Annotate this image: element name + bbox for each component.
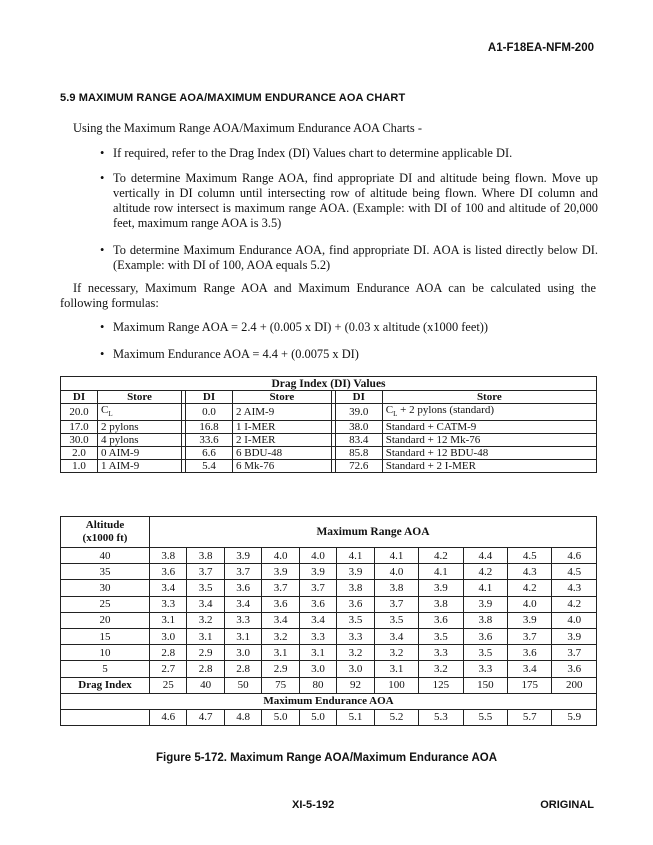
bullet-item: • If required, refer to the Drag Index (DI) Values chart to determine applicable DI.: [100, 146, 598, 161]
drag-index-value: 150: [463, 677, 507, 693]
di-column-header: DI: [335, 391, 382, 404]
range-aoa-value: 3.1: [299, 645, 336, 661]
store-name: Standard + CATM-9: [382, 421, 596, 434]
drag-index-header-row: [61, 391, 597, 404]
store-name: 1 I-MER: [233, 421, 332, 434]
max-range-header: Maximum Range AOA: [150, 517, 597, 548]
endurance-row: [61, 709, 597, 725]
range-aoa-value: 3.4: [262, 612, 299, 628]
range-aoa-value: 4.6: [552, 548, 597, 564]
drag-index-row: [61, 421, 597, 434]
range-aoa-value: 4.0: [374, 564, 418, 580]
altitude-header-line: (x1000 ft): [82, 532, 128, 544]
di-value: 1.0: [61, 460, 98, 473]
range-aoa-value: 3.7: [187, 564, 224, 580]
range-aoa-value: 4.1: [337, 548, 374, 564]
altitude-row: [61, 548, 597, 564]
range-aoa-value: 3.4: [374, 628, 418, 644]
di-value: 72.6: [335, 460, 382, 473]
range-aoa-value: 2.9: [262, 661, 299, 677]
range-aoa-value: 3.5: [374, 612, 418, 628]
drag-index-row: [61, 447, 597, 460]
di-value: 33.6: [186, 434, 233, 447]
formula-item: • Maximum Range AOA = 2.4 + (0.005 x DI) + (0.03 x altitude (x1000 feet)): [100, 320, 598, 335]
range-aoa-value: 4.5: [552, 564, 597, 580]
altitude-row: [61, 661, 597, 677]
section-title: 5.9 MAXIMUM RANGE AOA/MAXIMUM ENDURANCE AOA CHART: [60, 92, 406, 104]
endurance-aoa-value: 5.9: [552, 709, 597, 725]
altitude-header: [61, 517, 150, 548]
di-value: 85.8: [335, 447, 382, 460]
range-aoa-value: 3.1: [150, 612, 187, 628]
range-aoa-value: 3.5: [337, 612, 374, 628]
range-aoa-value: 3.0: [150, 628, 187, 644]
store-name: Standard + 12 BDU-48: [382, 447, 596, 460]
endurance-aoa-value: 5.7: [508, 709, 552, 725]
range-aoa-value: 3.0: [337, 661, 374, 677]
range-aoa-value: 3.6: [337, 596, 374, 612]
formula-list: [100, 320, 598, 374]
range-aoa-value: 3.6: [262, 596, 299, 612]
range-aoa-value: 3.3: [337, 628, 374, 644]
endurance-aoa-value: 5.0: [299, 709, 336, 725]
endurance-header-row: [61, 693, 597, 709]
drag-index-value: 75: [262, 677, 299, 693]
di-column-header: DI: [61, 391, 98, 404]
range-aoa-value: 3.7: [552, 645, 597, 661]
endurance-aoa-value: 5.3: [419, 709, 463, 725]
di-value: 16.8: [186, 421, 233, 434]
endurance-aoa-value: 5.0: [262, 709, 299, 725]
range-aoa-value: 2.7: [150, 661, 187, 677]
altitude-value: 20: [61, 612, 150, 628]
range-aoa-value: 2.8: [187, 661, 224, 677]
drag-index-value: 125: [419, 677, 463, 693]
range-aoa-value: 3.3: [150, 596, 187, 612]
range-aoa-value: 3.0: [299, 661, 336, 677]
drag-index-row: [61, 434, 597, 447]
subscript-l: L: [393, 410, 398, 419]
range-aoa-value: 3.3: [463, 661, 507, 677]
endurance-aoa-value: 4.7: [187, 709, 224, 725]
range-aoa-value: 3.9: [224, 548, 261, 564]
range-aoa-value: 3.1: [224, 628, 261, 644]
altitude-header-line: Altitude: [85, 519, 125, 531]
altitude-row: [61, 628, 597, 644]
range-aoa-value: 4.3: [552, 580, 597, 596]
drag-index-table: [60, 376, 597, 473]
range-aoa-value: 3.4: [299, 612, 336, 628]
store-name: 2 pylons: [98, 421, 182, 434]
store-column-header: Store: [233, 391, 332, 404]
altitude-row: [61, 612, 597, 628]
range-aoa-value: 3.9: [337, 564, 374, 580]
range-aoa-value: 3.7: [299, 580, 336, 596]
range-aoa-value: 3.8: [374, 580, 418, 596]
drag-index-value: 50: [224, 677, 261, 693]
bullet-item: • To determine Maximum Endurance AOA, find appropriate DI. AOA is listed directly below DI. (Example: with DI of 100, AOA equals 5.2): [100, 243, 598, 273]
store-name: 2 AIM-9: [233, 404, 332, 421]
range-aoa-value: 3.0: [224, 645, 261, 661]
range-aoa-value: 3.6: [419, 612, 463, 628]
di-value: 17.0: [61, 421, 98, 434]
range-aoa-value: 4.2: [552, 596, 597, 612]
range-aoa-value: 3.6: [150, 564, 187, 580]
range-aoa-value: 3.8: [150, 548, 187, 564]
store-column-header: Store: [382, 391, 596, 404]
range-aoa-value: 3.7: [508, 628, 552, 644]
endurance-header: Maximum Endurance AOA: [61, 693, 597, 709]
range-aoa-value: 3.8: [419, 596, 463, 612]
figure-caption: Figure 5-172. Maximum Range AOA/Maximum Endurance AOA: [155, 752, 498, 764]
di-value: 39.0: [335, 404, 382, 421]
store-name: 1 AIM-9: [98, 460, 182, 473]
altitude-value: 30: [61, 580, 150, 596]
range-aoa-value: 3.4: [150, 580, 187, 596]
intro-text: Using the Maximum Range AOA/Maximum Endurance AOA Charts -: [73, 121, 422, 135]
di-value: 6.6: [186, 447, 233, 460]
endurance-aoa-value: 5.1: [337, 709, 374, 725]
range-aoa-value: 3.5: [187, 580, 224, 596]
di-value: 30.0: [61, 434, 98, 447]
range-aoa-value: 3.6: [508, 645, 552, 661]
altitude-row: [61, 596, 597, 612]
range-aoa-value: 4.1: [419, 564, 463, 580]
range-aoa-value: 3.2: [337, 645, 374, 661]
range-aoa-value: 3.6: [224, 580, 261, 596]
range-aoa-value: 4.4: [463, 548, 507, 564]
drag-index-row: [61, 677, 597, 693]
range-aoa-value: 3.1: [187, 628, 224, 644]
store-name: $C_L$: [98, 404, 182, 421]
range-aoa-value: 3.9: [463, 596, 507, 612]
document-id: A1-F18EA-NFM-200: [487, 42, 594, 54]
store-name: Standard + 2 I-MER: [382, 460, 596, 473]
range-aoa-value: 3.9: [262, 564, 299, 580]
store-column-header: Store: [98, 391, 182, 404]
range-aoa-value: 2.9: [187, 645, 224, 661]
range-aoa-value: 4.2: [508, 580, 552, 596]
di-value: 5.4: [186, 460, 233, 473]
drag-index-label: Drag Index: [61, 677, 150, 693]
store-name: $C_L + 2$ pylons (standard): [382, 404, 596, 421]
range-aoa-value: 3.7: [262, 580, 299, 596]
range-aoa-value: 3.9: [508, 612, 552, 628]
altitude-value: 25: [61, 596, 150, 612]
range-aoa-value: 3.5: [463, 645, 507, 661]
endurance-aoa-value: 5.5: [463, 709, 507, 725]
formula-item: • Maximum Endurance AOA = 4.4 + (0.0075 x DI): [100, 347, 598, 362]
di-column-header: DI: [186, 391, 233, 404]
range-aoa-value: 3.6: [552, 661, 597, 677]
page-number: XI-5-192: [292, 799, 335, 811]
store-name: Standard + 12 Mk-76: [382, 434, 596, 447]
drag-index-table-title: Drag Index (DI) Values: [61, 377, 597, 391]
range-aoa-value: 3.2: [419, 661, 463, 677]
altitude-value: 35: [61, 564, 150, 580]
altitude-row: [61, 580, 597, 596]
endurance-aoa-value: 5.2: [374, 709, 418, 725]
range-aoa-value: 3.4: [224, 596, 261, 612]
store-name: 4 pylons: [98, 434, 182, 447]
range-aoa-value: 4.1: [374, 548, 418, 564]
range-aoa-value: 3.9: [419, 580, 463, 596]
instruction-list: [100, 146, 598, 283]
drag-index-value: 200: [552, 677, 597, 693]
range-aoa-value: 3.3: [299, 628, 336, 644]
range-aoa-value: 4.5: [508, 548, 552, 564]
drag-index-value: 40: [187, 677, 224, 693]
drag-index-value: 92: [337, 677, 374, 693]
altitude-value: 5: [61, 661, 150, 677]
range-aoa-value: 2.8: [224, 661, 261, 677]
range-aoa-value: 4.2: [463, 564, 507, 580]
range-aoa-value: 4.2: [419, 548, 463, 564]
range-aoa-value: 3.6: [463, 628, 507, 644]
range-aoa-value: 4.3: [508, 564, 552, 580]
range-aoa-value: 3.1: [262, 645, 299, 661]
drag-index-value: 175: [508, 677, 552, 693]
range-aoa-value: 3.7: [374, 596, 418, 612]
drag-index-value: 100: [374, 677, 418, 693]
drag-index-row: [61, 404, 597, 421]
endurance-aoa-value: 4.8: [224, 709, 261, 725]
altitude-value: 10: [61, 645, 150, 661]
range-aoa-value: 3.6: [299, 596, 336, 612]
range-aoa-value: 3.2: [374, 645, 418, 661]
range-aoa-value: 4.1: [463, 580, 507, 596]
range-aoa-value: 3.8: [463, 612, 507, 628]
di-value: 38.0: [335, 421, 382, 434]
range-aoa-value: 2.8: [150, 645, 187, 661]
range-aoa-value: 3.8: [187, 548, 224, 564]
range-aoa-value: 3.4: [508, 661, 552, 677]
altitude-row: [61, 564, 597, 580]
di-value: 0.0: [186, 404, 233, 421]
subscript-l: L: [108, 410, 113, 419]
altitude-value: 40: [61, 548, 150, 564]
range-aoa-value: 3.5: [419, 628, 463, 644]
max-range-aoa-table: [60, 516, 597, 726]
range-aoa-value: 3.2: [262, 628, 299, 644]
range-aoa-value: 4.0: [262, 548, 299, 564]
range-aoa-value: 3.3: [224, 612, 261, 628]
store-name: 6 Mk-76: [233, 460, 332, 473]
store-name: 2 I-MER: [233, 434, 332, 447]
drag-index-value: 80: [299, 677, 336, 693]
altitude-value: 15: [61, 628, 150, 644]
range-aoa-value: 4.0: [508, 596, 552, 612]
store-name: 0 AIM-9: [98, 447, 182, 460]
range-aoa-value: 3.2: [187, 612, 224, 628]
di-value: 20.0: [61, 404, 98, 421]
altitude-row: [61, 645, 597, 661]
range-aoa-value: 4.0: [552, 612, 597, 628]
range-aoa-value: 3.3: [419, 645, 463, 661]
di-value: 83.4: [335, 434, 382, 447]
range-aoa-value: 3.1: [374, 661, 418, 677]
range-aoa-value: 3.9: [552, 628, 597, 644]
range-aoa-value: 3.9: [299, 564, 336, 580]
store-name: 6 BDU-48: [233, 447, 332, 460]
range-aoa-value: 3.4: [187, 596, 224, 612]
bullet-item: • To determine Maximum Range AOA, find appropriate DI and altitude being flown. Move up vertically in DI column until intersecting row of altitude being flown. Where DI column and altitude row intersect is maximum range AOA. (Example: with DI of 100 and altitude of 20,000 feet, maximum range AOA is 3.5): [100, 171, 598, 231]
di-value: 2.0: [61, 447, 98, 460]
formula-intro: If necessary, Maximum Range AOA and Maximum Endurance AOA can be calculated using the following formulas:: [60, 281, 596, 310]
document-status: ORIGINAL: [540, 799, 594, 811]
drag-index-value: 25: [150, 677, 187, 693]
range-aoa-value: 3.7: [224, 564, 261, 580]
range-aoa-value: 4.0: [299, 548, 336, 564]
range-aoa-value: 3.8: [337, 580, 374, 596]
drag-index-row: [61, 460, 597, 473]
endurance-label-blank: [61, 709, 150, 725]
endurance-aoa-value: 4.6: [150, 709, 187, 725]
